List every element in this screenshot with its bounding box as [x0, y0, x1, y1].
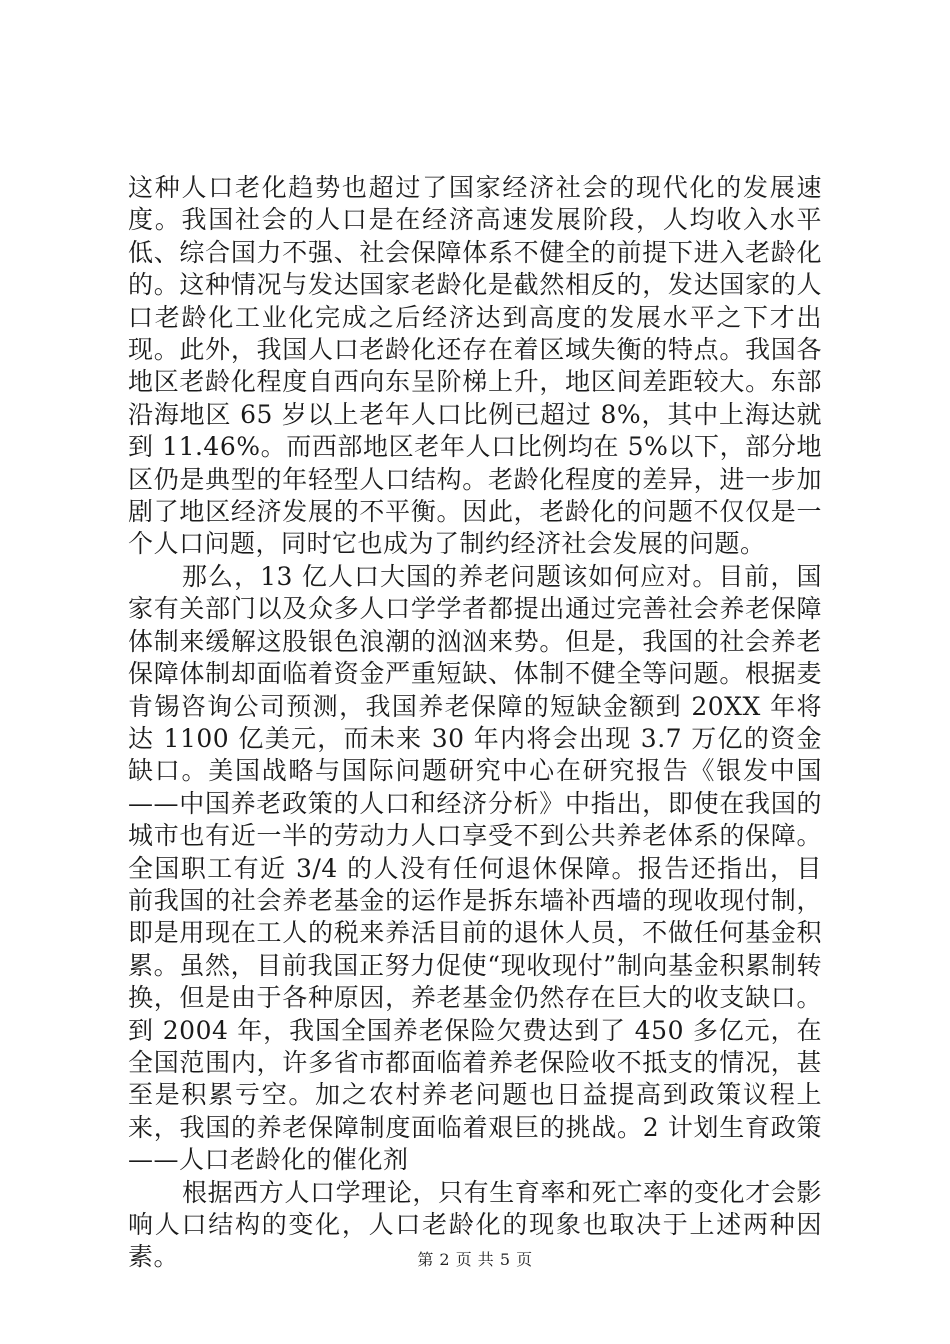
document-body — [128, 172, 822, 1274]
paragraph-continued: 这种人口老化趋势也超过了国家经济社会的现代化的发展速度。我国社会的人口是在经济高速发展阶段，人均收入水平低、综合国力不强、社会保障体系不健全的前提下进入老龄化的。这种情况与发达国家老龄化是截然相反的，发达国家的人口老龄化工业化完成之后经济达到高度的发展水平之下才出现。此外，我国人口老龄化还存在着区域失衡的特点。我国各地区老龄化程度自西向东呈阶梯上升，地区间差距较大。东部沿海地区 65 岁以上老年人口比例已超过 8%，其中上海达就到 11.46%。而西部地区老年人口比例均在 5%以下，部分地区仍是典型的年轻型人口结构。老龄化程度的差异，进一步加剧了地区经济发展的不平衡。因此，老龄化的问题不仅仅是一个人口问题，同时它也成为了制约经济社会发展的问题。 — [128, 173, 822, 559]
page-footer: 第 2 页 共 5 页 — [417, 1250, 533, 1269]
paragraph-pension-challenge: 那么，13 亿人口大国的养老问题该如何应对。目前，国家有关部门以及众多人口学学者都提出通过完善社会养老保障体制来缓解这股银色浪潮的汹汹来势。但是，我国的社会养老保障体制却面临着资金严重短缺、体制不健全等问题。根据麦肯锡咨询公司预测，我国养老保障的短缺金额到 20XX 年将达 1100 亿美元，而未来 30 年内将会出现 3.7 万亿的资金缺口。美国战略与国际问题研究中心在研究报告《银发中国——中国养老政策的人口和经济分析》中指出，即使在我国的城市也有近一半的劳动力人口享受不到公共养老体系的保障。全国职工有近 3/4 的人没有任何退休保障。报告还指出，目前我国的社会养老基金的运作是拆东墙补西墙的现收现付制，即是用现在工人的税来养活目前的退休人员，不做任何基金积累。虽然，目前我国正努力促使“现收现付”制向基金积累制转换，但是由于各种原因，养老基金仍然存在巨大的收支缺口。到 2004 年，我国全国养老保险欠费达到了 450 多亿元，在全国范围内，许多省市都面临着养老保险收不抵支的情况，甚至是积累亏空。加之农村养老问题也日益提高到政策议程上来，我国的养老保障制度面临着艰巨的挑战。2 计划生育政策——人口老龄化的催化剂 — [128, 561, 822, 1175]
paragraph-demographic-theory: 根据西方人口学理论，只有生育率和死亡率的变化才会影响人口结构的变化，人口老龄化的现象也取决于上述两种因素。 — [128, 1177, 822, 1272]
